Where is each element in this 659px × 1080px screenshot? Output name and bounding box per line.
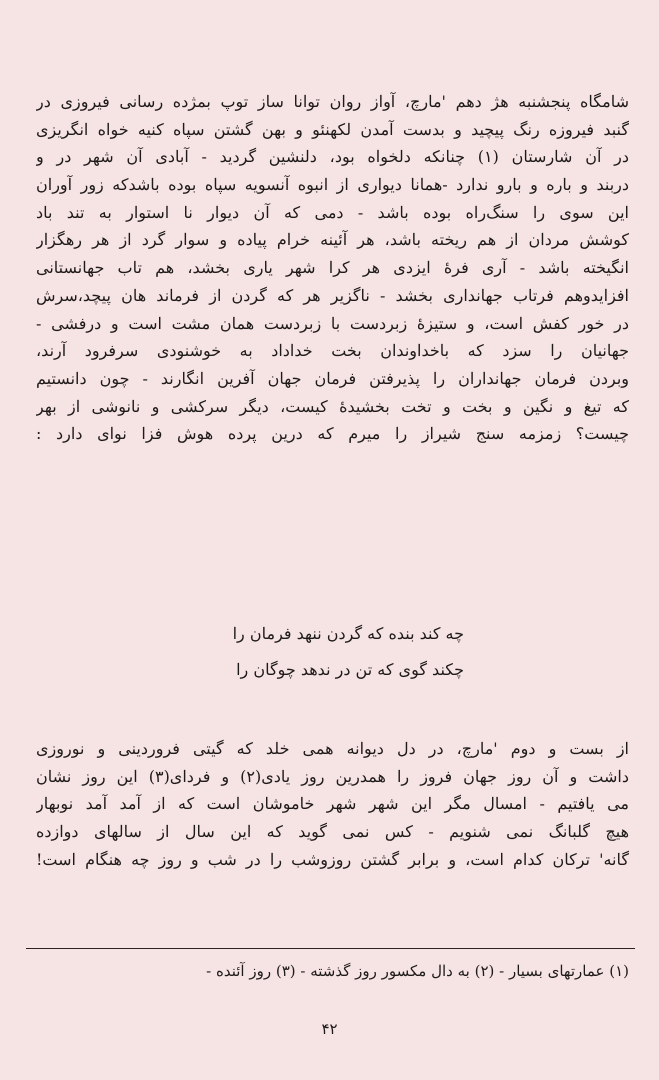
text-line: که تیغ و نگین و بخت و تخت بخشیدهٔ کیست، دیگر سرکشی و نانوشی از بهر bbox=[36, 396, 629, 416]
text-line: در خور کفش است، و ستیزهٔ زبردست با زبردست همان مشت است و درفشی - bbox=[36, 313, 629, 333]
text-line: شامگاه پنجشنبه هژ دهم 'مارچ، آواز روان توانا ساز توپ بمژده رسانی فیروزی در bbox=[36, 92, 629, 111]
text-line: هیچ گلبانگ نمی شنویم - کس نمی گوید که این سال از سالهای دوازده bbox=[36, 822, 629, 842]
text-line: این سوی را سنگ‌راه بوده باشد - دمی که آن دیوار نا استوار به تند باد bbox=[36, 202, 629, 222]
text-line: کوشش مردان از هم ریخته باشد، هر آئینه خرام پیاده و سوار گرد از هر رهگزار bbox=[36, 230, 629, 250]
text-line: گنبد فیروزه رنگ پیچید و بدست آمدن لکهنئو و بهن گشتن سپاه کنیه خواه انگریزی bbox=[36, 119, 629, 139]
text-line: وبردن فرمان جهانداران را پذیرفتن فرمان جهان آفرین انگارند - چون دانستیم bbox=[36, 368, 629, 388]
text-line: انگیخته باشد - آری فرهٔ ایزدی هر کرا شهر یاری بخشد، هم تاب جهانستانی bbox=[36, 258, 629, 278]
text-line: دربند و باره و بارو ندارد -همانا دیواری از انبوه آنسویه سپاه بوده باشدکه زور آوران bbox=[36, 175, 629, 195]
text-line: جهانیان را سزد که باخداوندان بخت خداداد به خوشنودی سرفرود آرند، bbox=[36, 341, 629, 361]
text-line: می یافتیم - امسال مگر این شهر شهر خاموشان است که از آمد آمد نوبهار bbox=[36, 794, 629, 814]
text-line: گانه' ترکان کدام است، و برابر گشتن روزوشب را در شب و روز چه هنگام است! bbox=[36, 849, 629, 869]
paragraph-2 bbox=[36, 735, 629, 873]
text-line: افزایدوهم فرتاب جهانداری بخشد - ناگزیر هر که گردن از فرماند هان پیچد،سرش bbox=[36, 285, 629, 305]
text-line: داشت و آن روز جهان فروز را همدرین روز یادی(۲) و فردای(۳) این روز نشان bbox=[36, 766, 629, 786]
page-number: ۴۲ bbox=[321, 1020, 338, 1038]
verse bbox=[120, 616, 464, 688]
footnote-divider bbox=[26, 948, 635, 949]
paragraph-1 bbox=[36, 88, 629, 448]
footnote: (۱) عمارتهای بسیار - (۲) به دال مکسور روز گذشته - (۳) روز آئنده - bbox=[206, 962, 629, 980]
text-line: در آن شارستان (۱) چنانکه دلخواه بود، دلنشین گردید - آبادی آن شهر در و bbox=[36, 147, 629, 167]
verse-line-1: چه کند بنده که گردن ننهد فرمان را bbox=[232, 624, 464, 643]
text-line: از بست و دوم 'مارچ، در دل دیوانه همی خلد که گیتی فروردینی و نوروزی bbox=[36, 739, 629, 758]
text-line: چیست؟ زمزمه سنج شیراز را میرم که درین پرده هوش فزا نوای دارد : bbox=[36, 424, 629, 444]
verse-line-2: چکند گوی که تن در ندهد چوگان را bbox=[236, 660, 464, 679]
